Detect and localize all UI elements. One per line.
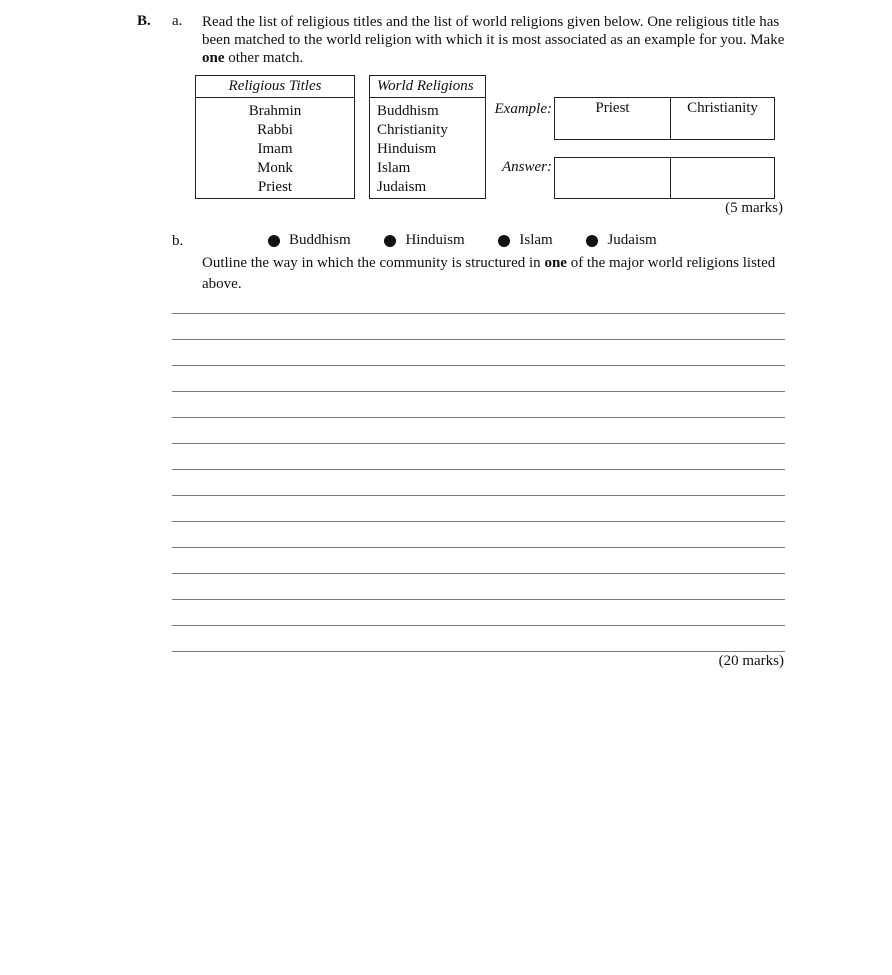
question-a-label: a. — [172, 13, 183, 29]
religious-titles-list — [196, 102, 354, 197]
answer-line — [172, 443, 785, 444]
bullet-icon — [384, 235, 396, 247]
answer-line — [172, 599, 785, 600]
list-item — [384, 232, 464, 249]
question-a-instructions: Read the list of religious titles and the list of world religions given below. One religious title has been matched to the world religion with which it is most associated as an example for you. Make one other match. — [202, 14, 785, 66]
answer-label: Answer: — [502, 159, 552, 175]
question-b-label: b. — [172, 233, 184, 249]
world-religions-list — [377, 102, 448, 197]
list-item — [586, 232, 656, 249]
answer-religion-field[interactable] — [670, 157, 775, 199]
list-item: Monk — [257, 160, 293, 176]
answer-line — [172, 469, 785, 470]
answer-line — [172, 547, 785, 548]
answer-writing-area[interactable] — [172, 313, 785, 677]
religion-options-list — [268, 232, 687, 250]
answer-title-field[interactable] — [554, 157, 671, 199]
question-b-prompt: Outline the way in which the community is structured in one of the major world religions listed above. — [202, 255, 776, 292]
bullet-icon — [586, 235, 598, 247]
section-label: B. — [137, 13, 151, 29]
answer-line — [172, 521, 785, 522]
bullet-icon — [268, 235, 280, 247]
world-religions-box — [369, 75, 486, 199]
question-a-marks: (5 marks) — [725, 200, 783, 216]
example-religion-cell: Christianity — [670, 97, 775, 140]
religious-titles-header: Religious Titles — [196, 76, 354, 98]
answer-line — [172, 625, 785, 626]
question-b-marks: (20 marks) — [718, 653, 784, 669]
answer-line — [172, 391, 785, 392]
option-label: Buddhism — [289, 232, 351, 248]
example-title-cell: Priest — [554, 97, 671, 140]
list-item: Hinduism — [377, 141, 437, 157]
world-religions-header: World Religions — [370, 76, 485, 98]
answer-line — [172, 573, 785, 574]
list-item: Priest — [257, 179, 293, 195]
answer-line — [172, 495, 785, 496]
option-label: Islam — [519, 232, 553, 248]
option-label: Hinduism — [405, 232, 465, 248]
answer-line — [172, 417, 785, 418]
option-label: Judaism — [607, 232, 657, 248]
list-item: Christianity — [377, 122, 448, 138]
example-label: Example: — [494, 101, 552, 117]
list-item: Islam — [377, 160, 411, 176]
list-item — [268, 232, 351, 249]
list-item: Imam — [257, 141, 293, 157]
answer-line — [172, 339, 785, 340]
answer-line — [172, 313, 785, 314]
bullet-icon — [498, 235, 510, 247]
list-item: Rabbi — [257, 122, 293, 138]
list-item: Buddhism — [377, 103, 439, 119]
list-item — [498, 232, 552, 249]
answer-line — [172, 651, 785, 652]
religious-titles-box — [195, 75, 355, 199]
list-item: Judaism — [377, 179, 427, 195]
list-item: Brahmin — [248, 103, 302, 119]
answer-line — [172, 365, 785, 366]
